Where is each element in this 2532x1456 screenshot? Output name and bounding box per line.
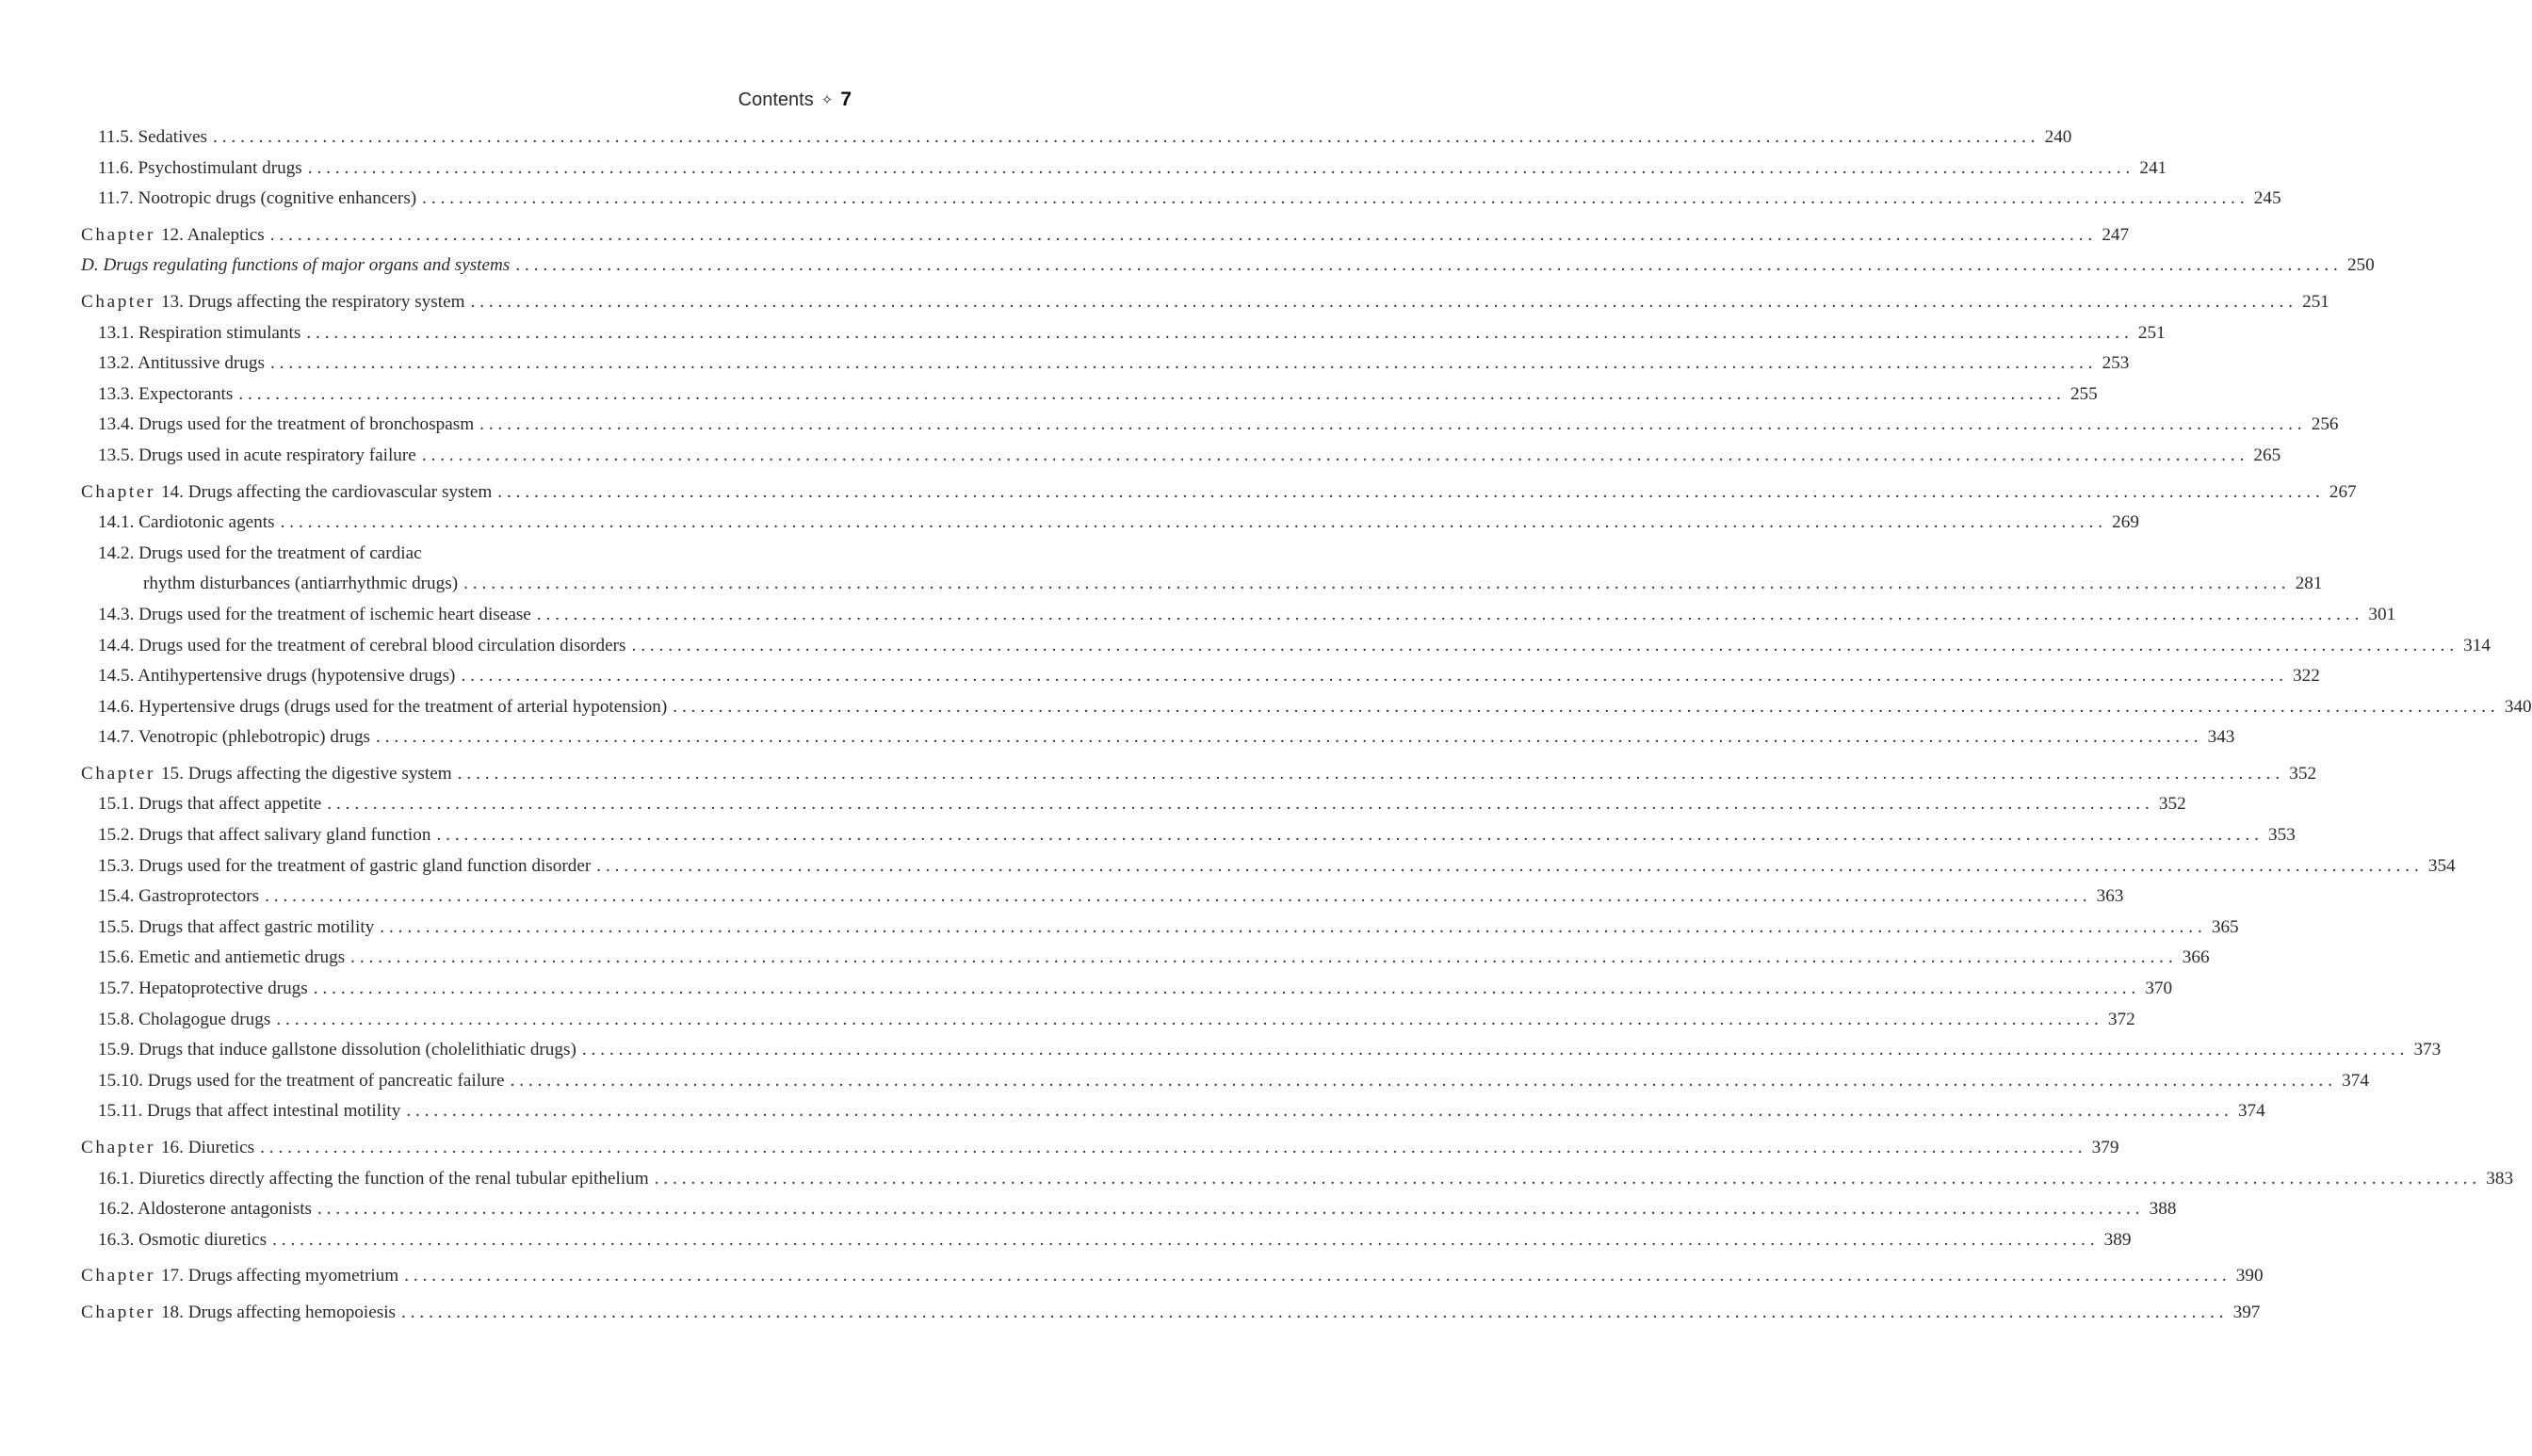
dot-leader: ........................................................................................................................................................................................................ [461,666,2288,687]
dot-leader: ........................................................................................................................................................................................................ [265,886,2092,907]
toc-entry[interactable] [81,318,2166,349]
chapter-prefix: Chapter [81,1266,155,1286]
toc-page-number: 281 [2295,574,2323,594]
toc-entry[interactable] [81,1035,2442,1066]
dot-leader: ........................................................................................................................................................................................................ [280,512,2107,533]
toc-page-number: 353 [2268,825,2296,846]
dot-leader: ........................................................................................................................................................................................................ [536,604,2364,624]
toc-entry-title: 11.5. Sedatives [98,127,207,147]
toc-entry-title: 18. Drugs affecting hemopoiesis [160,1302,396,1322]
toc-entry[interactable] [81,348,2130,380]
toc-entry-title: 15.10. Drugs used for the treatment of pancreatic failure [98,1070,505,1091]
toc-entry-title: 13.4. Drugs used for the treatment of bronchospasm [98,414,475,435]
toc-page-number: 366 [2182,947,2210,968]
toc-entry-title: 15.7. Hepatoprotective drugs [98,979,308,999]
chapter-prefix: Chapter [81,1302,155,1322]
chapter-prefix: Chapter [81,224,155,245]
toc-entry-title: 13.2. Antitussive drugs [98,353,265,374]
toc-entry[interactable] [81,913,2239,944]
dot-leader: ........................................................................................................................................................................................................ [631,635,2459,655]
toc-page-number: 388 [2149,1199,2177,1220]
toc-entry[interactable] [81,692,2532,723]
toc-entry-continuation[interactable] [81,569,2323,600]
ornament-icon: ✧ [820,91,834,108]
toc-entry-title: 11.7. Nootropic drugs (cognitive enhancers) [98,188,417,209]
toc-entry-title: 15.5. Drugs that affect gastric motility [98,916,375,937]
toc-page-number: 245 [2253,188,2281,209]
toc-entry-title: 12. Analeptics [160,224,265,245]
toc-entry-title: 15.2. Drugs that affect salivary gland function [98,825,431,846]
toc-page-number: 255 [2069,383,2098,404]
dot-leader: ........................................................................................................................................................................................................ [457,763,2285,784]
toc-entry[interactable] [81,974,2173,1005]
dot-leader: ........................................................................................................................................................................................................ [479,414,2307,435]
toc-page-number: 267 [2329,481,2357,502]
dot-leader: ........................................................................................................................................................................................................ [654,1168,2482,1189]
toc-chapter-entry[interactable] [81,287,2329,318]
toc-entry[interactable] [81,631,2491,662]
toc-page-number: 340 [2504,696,2532,717]
toc-page-number: 247 [2102,224,2130,245]
chapter-prefix: Chapter [81,1138,155,1157]
dot-leader: ........................................................................................................................................................................................................ [213,127,2040,147]
toc-entry[interactable] [81,1225,2132,1256]
dot-leader: ........................................................................................................................................................................................................ [269,353,2098,374]
dot-leader: ........................................................................................................................................................................................................ [422,188,2249,209]
toc-entry[interactable] [81,882,2124,913]
dot-leader: ........................................................................................................................................................................................................ [421,445,2249,465]
toc-entry[interactable] [81,539,839,570]
dot-leader: ........................................................................................................................................................................................................ [269,224,2098,245]
running-head-title: Contents [738,89,814,110]
toc-entry[interactable] [81,508,2139,539]
toc-page-number: 365 [2211,916,2239,937]
toc-entry[interactable] [81,943,2210,974]
toc-entry-title: 15.9. Drugs that induce gallstone dissolution (cholelithiatic drugs) [98,1040,576,1060]
toc-page-number: 354 [2427,855,2456,876]
toc-entry-title: 13.3. Expectorants [98,383,234,404]
dot-leader: ........................................................................................................................................................................................................ [272,1229,2100,1250]
dot-leader: ........................................................................................................................................................................................................ [401,1302,2229,1322]
toc-entry[interactable] [81,380,2098,411]
toc-entry[interactable] [81,820,2296,851]
toc-entry-title: 15.1. Drugs that affect appetite [98,794,322,815]
toc-entry[interactable] [81,122,2072,154]
toc-page-number: 250 [2346,255,2375,276]
toc-entry-title: 15. Drugs affecting the digestive system [160,763,452,784]
toc-chapter-entry[interactable] [81,1133,2119,1164]
toc-entry[interactable] [81,184,2281,215]
dot-leader: ........................................................................................................................................................................................................ [497,481,2325,502]
dot-leader: ........................................................................................................................................................................................................ [350,947,2178,968]
toc-entry[interactable] [81,1066,2369,1097]
toc-page-number: 314 [2463,635,2491,655]
dot-leader: ........................................................................................................................................................................................................ [470,291,2297,312]
chapter-prefix: Chapter [81,763,155,784]
toc-page-number: 397 [2232,1302,2261,1322]
toc-entry-title: 14.4. Drugs used for the treatment of cerebral blood circulation disorders [98,635,626,655]
toc-entry-title: 15.11. Drugs that affect intestinal motility [98,1101,401,1122]
toc-entry-title: 14.1. Cardiotonic agents [98,512,275,533]
toc-page-number: 256 [2311,414,2339,435]
toc-entry[interactable] [81,722,2235,753]
dot-leader: ........................................................................................................................................................................................................ [673,696,2500,717]
toc-chapter-entry[interactable] [81,1261,2264,1292]
toc-chapter-entry[interactable] [81,1298,2261,1329]
toc-entry-title: 15.6. Emetic and antiemetic drugs [98,947,346,968]
chapter-prefix: Chapter [81,291,155,312]
toc-entry-title: 13.1. Respiration stimulants [98,322,301,343]
toc-entry[interactable] [81,1005,2135,1036]
chapter-prefix: Chapter [81,481,155,502]
toc-page-number: 251 [2302,291,2329,312]
toc-page-number: 363 [2096,886,2124,907]
toc-entry-title: 14.3. Drugs used for the treatment of ischemic heart disease [98,604,531,624]
toc-page-number: 240 [2044,127,2072,147]
dot-leader: ........................................................................................................................................................................................................ [307,157,2135,178]
toc-page-number: 370 [2145,979,2173,999]
toc-page-number: 253 [2102,353,2130,374]
toc-entry-title: 15.4. Gastroprotectors [98,886,260,907]
toc-page-number: 241 [2139,157,2167,178]
toc-entry[interactable] [81,1096,2265,1127]
toc-page-number: 374 [2237,1101,2265,1122]
dot-leader: ........................................................................................................................................................................................................ [276,1009,2103,1029]
toc-page-number: 383 [2486,1168,2514,1189]
toc-entry-title: 13. Drugs affecting the respiratory system [160,291,465,312]
dot-leader: ........................................................................................................................................................................................................ [238,383,2066,404]
table-of-contents [81,122,2532,1329]
dot-leader: ........................................................................................................................................................................................................ [436,825,2264,846]
toc-page-number: 322 [2293,666,2320,687]
toc-entry[interactable] [81,441,2281,472]
dot-leader: ........................................................................................................................................................................................................ [260,1138,2087,1157]
toc-entry-title: 15.3. Drugs used for the treatment of gastric gland function disorder [98,855,592,876]
toc-page-number: 352 [2158,794,2186,815]
dot-leader: ........................................................................................................................................................................................................ [463,574,2291,594]
dot-leader: ........................................................................................................................................................................................................ [380,916,2207,937]
toc-entry-title: 16. Diuretics [160,1138,255,1157]
dot-leader: ........................................................................................................................................................................................................ [313,979,2141,999]
toc-entry[interactable] [81,661,2320,692]
toc-entry-title: 17. Drugs affecting myometrium [160,1266,399,1286]
toc-page-number: 301 [2368,604,2396,624]
toc-page-number: 374 [2342,1070,2369,1091]
toc-entry[interactable] [81,851,2456,882]
toc-entry[interactable] [81,600,2396,631]
toc-entry[interactable] [81,154,2167,185]
dot-leader: ........................................................................................................................................................................................................ [376,727,2203,748]
dot-leader: ........................................................................................................................................................................................................ [581,1040,2410,1060]
toc-page-number: 251 [2137,322,2166,343]
toc-entry-title: 14.5. Antihypertensive drugs (hypotensive drugs) [98,666,456,687]
toc-entry-title: 14. Drugs affecting the cardiovascular system [160,481,493,502]
toc-entry[interactable] [81,1164,2514,1195]
toc-entry-title: 13.5. Drugs used in acute respiratory failure [98,445,416,465]
toc-page-number: 343 [2207,727,2235,748]
dot-leader: ........................................................................................................................................................................................................ [404,1266,2232,1286]
dot-leader: ........................................................................................................................................................................................................ [317,1199,2145,1220]
page-number: 7 [840,89,852,110]
dot-leader: ........................................................................................................................................................................................................ [327,794,2154,815]
dot-leader: ........................................................................................................................................................................................................ [406,1101,2233,1122]
dot-leader: ........................................................................................................................................................................................................ [596,855,2424,876]
toc-entry-title: 14.7. Venotropic (phlebotropic) drugs [98,727,371,748]
toc-entry-title: 16.3. Osmotic diuretics [98,1229,268,1250]
toc-entry-title: 16.2. Aldosterone antagonists [98,1199,313,1220]
toc-part-entry[interactable] [81,251,2375,282]
toc-page-number: 373 [2413,1040,2442,1060]
toc-entry-title: 14.2. Drugs used for the treatment of cardiac [98,542,422,563]
toc-chapter-entry[interactable] [81,220,2130,251]
toc-chapter-entry[interactable] [81,477,2357,509]
toc-page-number: 372 [2107,1009,2135,1029]
toc-page-number: 269 [2112,512,2139,533]
toc-page-number: 390 [2235,1266,2264,1286]
toc-entry[interactable] [81,789,2186,820]
running-head [738,87,852,113]
toc-page-number: 352 [2289,763,2317,784]
dot-leader: ........................................................................................................................................................................................................ [306,322,2134,343]
toc-page-number: 379 [2091,1138,2119,1157]
toc-entry-title: rhythm disturbances (antiarrhythmic drugs) [143,574,459,594]
dot-leader: ........................................................................................................................................................................................................ [510,1070,2337,1091]
toc-entry-title: 16.1. Diuretics directly affecting the function of the renal tubular epithelium [98,1168,649,1189]
toc-page-number: 389 [2103,1229,2132,1250]
toc-entry-title: 11.6. Psychostimulant drugs [98,157,302,178]
toc-page-number: 265 [2253,445,2281,465]
toc-entry-title: D. Drugs regulating functions of major organs and systems [81,255,511,276]
toc-entry-title: 15.8. Cholagogue drugs [98,1009,271,1029]
toc-entry[interactable] [81,1194,2177,1225]
toc-chapter-entry[interactable] [81,759,2317,790]
toc-entry[interactable] [81,410,2339,441]
dot-leader: ........................................................................................................................................................................................................ [515,255,2343,276]
toc-entry-title: 14.6. Hypertensive drugs (drugs used for the treatment of arterial hypotension) [98,696,668,717]
